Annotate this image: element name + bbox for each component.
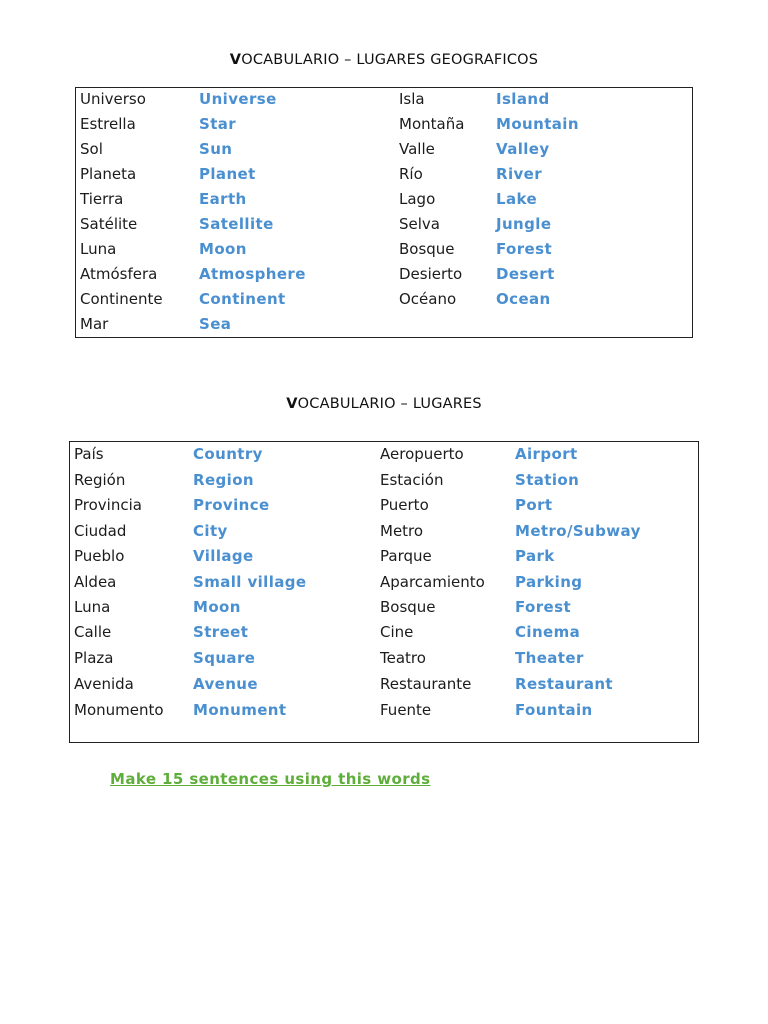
- spanish-word: Valle: [399, 140, 435, 158]
- spanish-word: Metro: [380, 522, 424, 540]
- english-word: Universe: [199, 90, 277, 108]
- spanish-word: Río: [399, 165, 423, 183]
- spanish-word: Bosque: [380, 598, 436, 616]
- spanish-word: Fuente: [380, 701, 432, 719]
- english-word: Sun: [199, 140, 233, 158]
- english-word: Port: [515, 496, 553, 514]
- spanish-word: Luna: [80, 240, 117, 258]
- spanish-word: Sol: [80, 140, 103, 158]
- spanish-word: Montaña: [399, 115, 465, 133]
- vocab-table-geography: [75, 87, 693, 338]
- english-word: Island: [496, 90, 550, 108]
- english-word: Forest: [496, 240, 553, 258]
- english-word: Restaurant: [515, 675, 613, 693]
- english-word: Region: [193, 471, 254, 489]
- english-word: City: [193, 522, 228, 540]
- english-word: Moon: [199, 240, 247, 258]
- english-word: Valley: [496, 140, 550, 158]
- spanish-word: Atmósfera: [80, 265, 158, 283]
- english-word: Earth: [199, 190, 247, 208]
- spanish-word: Plaza: [74, 649, 114, 667]
- spanish-word: Cine: [380, 623, 414, 641]
- section2-title-text: OCABULARIO – LUGARES: [297, 396, 482, 412]
- spanish-word: Avenida: [74, 675, 134, 693]
- spanish-word: País: [74, 445, 104, 463]
- spanish-word: Restaurante: [380, 675, 472, 693]
- english-word: Airport: [515, 445, 578, 463]
- english-word: Mountain: [496, 115, 579, 133]
- spanish-word: Ciudad: [74, 522, 127, 540]
- section2-title: [0, 396, 768, 412]
- spanish-word: Lago: [399, 190, 436, 208]
- spanish-word: Selva: [399, 215, 440, 233]
- spanish-word: Desierto: [399, 265, 463, 283]
- english-word: Desert: [496, 265, 555, 283]
- section1-title-initial: V: [229, 52, 242, 68]
- english-word: Village: [193, 547, 254, 565]
- spanish-word: Teatro: [380, 649, 426, 667]
- english-word: Fountain: [515, 701, 593, 719]
- spanish-word: Parque: [380, 547, 432, 565]
- spanish-word: Isla: [399, 90, 425, 108]
- section1-title: [0, 52, 768, 68]
- english-word: Star: [199, 115, 237, 133]
- spanish-word: Mar: [80, 315, 109, 333]
- english-word: Satellite: [199, 215, 274, 233]
- english-word: Planet: [199, 165, 256, 183]
- spanish-word: Estrella: [80, 115, 136, 133]
- spanish-word: Aeropuerto: [380, 445, 464, 463]
- english-word: Small village: [193, 573, 307, 591]
- spanish-word: Región: [74, 471, 126, 489]
- section2-title-initial: V: [286, 396, 298, 412]
- spanish-word: Puerto: [380, 496, 429, 514]
- spanish-word: Provincia: [74, 496, 142, 514]
- spanish-word: Universo: [80, 90, 146, 108]
- english-word: Ocean: [496, 290, 551, 308]
- english-word: Park: [515, 547, 555, 565]
- spanish-word: Monumento: [74, 701, 164, 719]
- english-word: Parking: [515, 573, 583, 591]
- english-word: Country: [193, 445, 263, 463]
- english-word: Station: [515, 471, 580, 489]
- spanish-word: Bosque: [399, 240, 455, 258]
- english-word: River: [496, 165, 543, 183]
- english-word: Lake: [496, 190, 538, 208]
- spanish-word: Satélite: [80, 215, 138, 233]
- spanish-word: Océano: [399, 290, 457, 308]
- section1-title-text: OCABULARIO – LUGARES GEOGRAFICOS: [241, 52, 539, 68]
- vocab-table-places: [69, 441, 699, 743]
- english-word: Metro/Subway: [515, 522, 641, 540]
- english-word: Atmosphere: [199, 265, 306, 283]
- english-word: Street: [193, 623, 249, 641]
- english-word: Cinema: [515, 623, 581, 641]
- spanish-word: Aparcamiento: [380, 573, 485, 591]
- english-word: Continent: [199, 290, 286, 308]
- english-word: Forest: [515, 598, 572, 616]
- spanish-word: Tierra: [80, 190, 124, 208]
- spanish-word: Pueblo: [74, 547, 125, 565]
- spanish-word: Calle: [74, 623, 112, 641]
- spanish-word: Estación: [380, 471, 444, 489]
- english-word: Monument: [193, 701, 287, 719]
- english-word: Theater: [515, 649, 584, 667]
- english-word: Province: [193, 496, 270, 514]
- english-word: Sea: [199, 315, 232, 333]
- spanish-word: Aldea: [74, 573, 117, 591]
- english-word: Moon: [193, 598, 241, 616]
- sentences-task-link[interactable]: Make 15 sentences using this words: [110, 770, 431, 788]
- english-word: Jungle: [496, 215, 552, 233]
- spanish-word: Continente: [80, 290, 163, 308]
- spanish-word: Luna: [74, 598, 111, 616]
- english-word: Square: [193, 649, 256, 667]
- spanish-word: Planeta: [80, 165, 137, 183]
- english-word: Avenue: [193, 675, 258, 693]
